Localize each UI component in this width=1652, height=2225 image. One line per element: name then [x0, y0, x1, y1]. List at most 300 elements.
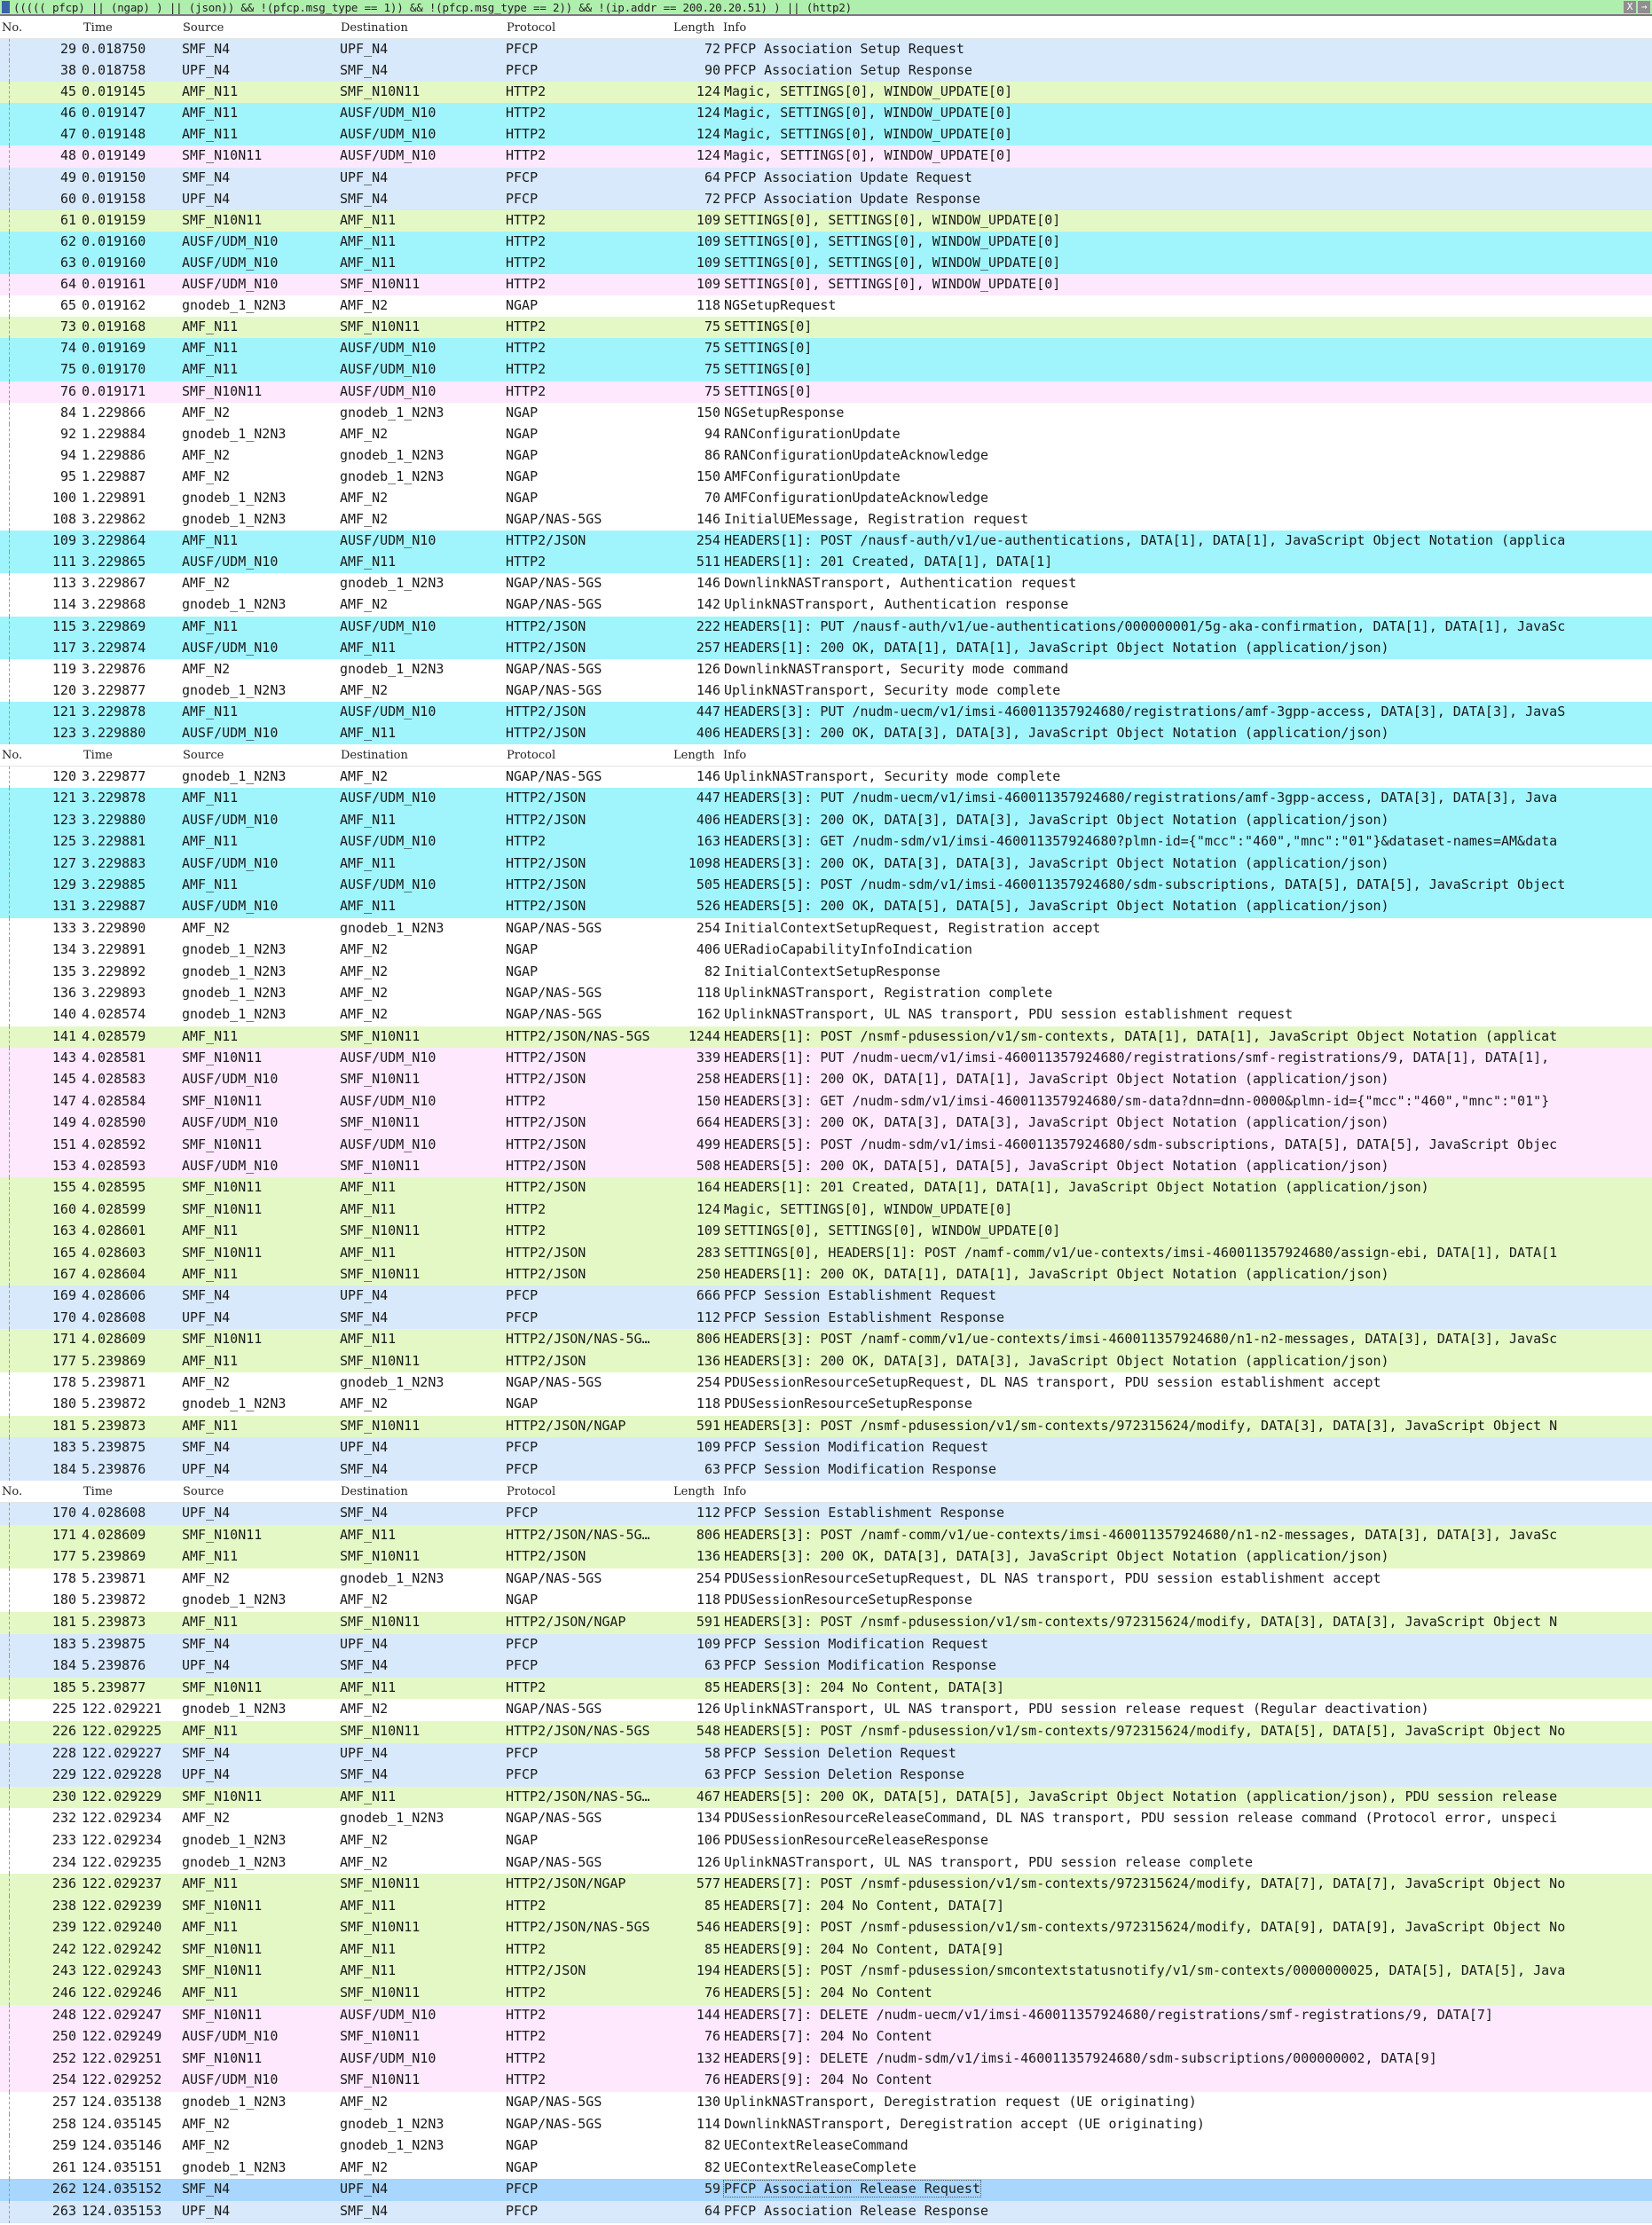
packet-row[interactable]: [0, 1372, 1652, 1394]
packet-source: AUSF/UDM_N10: [182, 254, 279, 271]
packet-info: HEADERS[1]: POST /nausf-auth/v1/ue-authentications, DATA[1], DATA[1], JavaScript Object Notation (applica: [724, 532, 1566, 549]
packet-protocol: NGAP/NAS-5GS: [506, 596, 602, 613]
packet-row[interactable]: [0, 2114, 1652, 2136]
packet-protocol: HTTP2/JSON: [506, 854, 586, 871]
packet-row[interactable]: [0, 1329, 1652, 1350]
packet-row[interactable]: [0, 274, 1652, 295]
packet-info: UplinkNASTransport, Authentication response: [724, 596, 1069, 613]
packet-row[interactable]: [0, 680, 1652, 702]
packet-row[interactable]: [0, 1961, 1652, 1983]
packet-source: AMF_N2: [182, 1810, 231, 1827]
packet-time: 4.028583: [82, 1071, 146, 1088]
packet-number: 45: [59, 83, 76, 100]
packet-row[interactable]: [0, 1569, 1652, 1591]
packet-source: AUSF/UDM_N10: [182, 1114, 279, 1131]
packet-row[interactable]: [0, 1917, 1652, 1939]
packet-protocol: HTTP2/JSON/NAS-5G…: [506, 1526, 650, 1543]
packet-destination: AUSF/UDM_N10: [340, 147, 437, 164]
packet-row[interactable]: [0, 1264, 1652, 1285]
packet-destination: SMF_N10N11: [340, 1417, 421, 1434]
packet-row[interactable]: [0, 145, 1652, 167]
packet-row[interactable]: [0, 317, 1652, 338]
packet-number: 109: [51, 532, 76, 549]
packet-number: 169: [51, 1287, 76, 1304]
packet-source: SMF_N4: [182, 1744, 231, 1761]
packet-row[interactable]: [0, 940, 1652, 961]
packet-row[interactable]: [0, 1678, 1652, 1700]
packet-row[interactable]: [0, 338, 1652, 359]
packet-info: InitialContextSetupRequest, Registration accept: [724, 919, 1101, 936]
packet-row[interactable]: [0, 2092, 1652, 2114]
packet-destination: AUSF/UDM_N10: [340, 340, 437, 357]
packet-number: 123: [51, 725, 76, 741]
packet-protocol: NGAP/NAS-5GS: [506, 984, 602, 1001]
packet-row[interactable]: [0, 103, 1652, 124]
packet-source: gnodeb_1_N2N3: [182, 681, 287, 698]
column-header-destination[interactable]: Destination: [341, 749, 408, 762]
column-header-time[interactable]: Time: [83, 1485, 113, 1498]
packet-length: 283: [696, 1244, 720, 1261]
packet-row[interactable]: [0, 810, 1652, 831]
packet-source: gnodeb_1_N2N3: [182, 2158, 287, 2175]
packet-source: SMF_N4: [182, 41, 231, 57]
packet-row[interactable]: [0, 1939, 1652, 1962]
packet-number: 233: [51, 1831, 76, 1848]
packet-row[interactable]: [0, 381, 1652, 403]
packet-destination: AMF_N11: [340, 232, 397, 249]
packet-row[interactable]: [0, 253, 1652, 274]
packet-row[interactable]: [0, 82, 1652, 103]
packet-row[interactable]: [0, 189, 1652, 210]
packet-destination: UPF_N4: [340, 1439, 389, 1456]
packet-row[interactable]: [0, 1112, 1652, 1134]
packet-row[interactable]: [0, 617, 1652, 638]
packet-time: 5.239872: [82, 1396, 146, 1412]
packet-length: 591: [696, 1613, 720, 1630]
packet-destination: AUSF/UDM_N10: [340, 1092, 437, 1109]
column-header-source[interactable]: Source: [183, 1485, 224, 1498]
packet-destination: SMF_N10N11: [340, 276, 421, 293]
packet-row[interactable]: [0, 1004, 1652, 1026]
packet-row[interactable]: [0, 875, 1652, 896]
packet-time: 1.229884: [82, 425, 146, 442]
packet-protocol: HTTP2: [506, 147, 547, 164]
packet-destination: gnodeb_1_N2N3: [340, 2137, 444, 2154]
packet-row[interactable]: [0, 488, 1652, 509]
packet-row[interactable]: [0, 2048, 1652, 2071]
packet-row[interactable]: [0, 2026, 1652, 2048]
packet-number: 119: [51, 660, 76, 677]
packet-protocol: HTTP2: [506, 1092, 547, 1109]
column-header-length[interactable]: Length: [673, 749, 715, 762]
packet-source: AMF_N11: [182, 105, 239, 122]
column-header-source[interactable]: Source: [183, 749, 224, 762]
packet-destination: SMF_N10N11: [340, 1613, 421, 1630]
packet-row-selected[interactable]: [0, 2179, 1652, 2201]
packet-info: HEADERS[3]: POST /nsmf-pdusession/v1/sm-contexts/972315624/modify, DATA[3], DATA[3], JavaScript Object N: [724, 1613, 1558, 1630]
packet-source: AMF_N11: [182, 617, 239, 634]
packet-destination: AMF_N2: [340, 489, 389, 506]
packet-time: 1.229891: [82, 489, 146, 506]
packet-info: InitialContextSetupResponse: [724, 963, 940, 979]
packet-protocol: NGAP/NAS-5GS: [506, 681, 602, 698]
column-header-no[interactable]: No.: [2, 21, 23, 35]
packet-row[interactable]: [0, 896, 1652, 917]
packet-source: AMF_N11: [182, 1223, 239, 1239]
column-header-time[interactable]: Time: [83, 21, 113, 35]
packet-destination: AMF_N2: [340, 768, 389, 784]
packet-row[interactable]: [0, 1199, 1652, 1221]
packet-row[interactable]: [0, 295, 1652, 317]
packet-row[interactable]: [0, 2070, 1652, 2092]
packet-time: 3.229862: [82, 511, 146, 528]
packet-row[interactable]: [0, 424, 1652, 445]
packet-row[interactable]: [0, 1351, 1652, 1372]
apply-filter-icon[interactable]: →: [1638, 1, 1650, 13]
packet-number: 181: [51, 1417, 76, 1434]
packet-destination: AMF_N11: [340, 1897, 397, 1914]
packet-length: 63: [704, 1460, 720, 1477]
packet-row[interactable]: [0, 723, 1652, 744]
packet-destination: AMF_N11: [340, 1331, 397, 1348]
packet-protocol: HTTP2: [506, 833, 547, 850]
packet-protocol: HTTP2: [506, 2006, 547, 2023]
packet-number: 226: [51, 1722, 76, 1739]
packet-row[interactable]: [0, 1852, 1652, 1875]
packet-info: PFCP Association Setup Response: [724, 62, 972, 79]
packet-row[interactable]: [0, 210, 1652, 232]
packet-row[interactable]: [0, 1612, 1652, 1634]
packet-source: AMF_N11: [182, 83, 239, 100]
packet-row[interactable]: [0, 60, 1652, 82]
packet-row[interactable]: [0, 1177, 1652, 1199]
packet-time: 5.239869: [82, 1352, 146, 1369]
packet-source: AMF_N2: [182, 1373, 231, 1390]
column-header-no[interactable]: No.: [2, 749, 23, 762]
packet-length: 258: [696, 1071, 720, 1088]
packet-destination: SMF_N4: [340, 2203, 389, 2219]
packet-row[interactable]: [0, 702, 1652, 723]
column-header-length[interactable]: Length: [673, 1485, 715, 1498]
packet-info: PDUSessionResourceSetupRequest, DL NAS transport, PDU session establishment accept: [724, 1373, 1381, 1390]
packet-source: AMF_N11: [182, 361, 239, 378]
packet-row[interactable]: [0, 1787, 1652, 1809]
packet-time: 5.239871: [82, 1569, 146, 1586]
packet-source: SMF_N10N11: [182, 1331, 263, 1348]
packet-row[interactable]: [0, 2201, 1652, 2223]
packet-row[interactable]: [0, 1221, 1652, 1242]
packet-number: 228: [51, 1744, 76, 1761]
packet-protocol: HTTP2/JSON: [506, 876, 586, 892]
packet-source: AMF_N11: [182, 1417, 239, 1434]
packet-destination: SMF_N4: [340, 1657, 389, 1674]
packet-time: 3.229877: [82, 768, 146, 784]
column-header-time[interactable]: Time: [83, 749, 113, 762]
packet-info: HEADERS[5]: POST /nudm-sdm/v1/imsi-460011357924680/sdm-subscriptions, DATA[5], DATA[5], JavaScript Objec: [724, 1136, 1558, 1152]
packet-row[interactable]: [0, 2158, 1652, 2180]
packet-length: 86: [704, 446, 720, 463]
packet-info: PFCP Session Deletion Request: [724, 1744, 956, 1761]
packet-length: 1098: [688, 854, 720, 871]
packet-info: HEADERS[7]: DELETE /nudm-uecm/v1/imsi-460011357924680/registrations/smf-registrations/9, DATA[7]: [724, 2006, 1493, 2023]
packet-length: 577: [696, 1875, 720, 1892]
packet-destination: AMF_N2: [340, 941, 389, 958]
packet-row[interactable]: [0, 1308, 1652, 1329]
packet-row[interactable]: [0, 445, 1652, 467]
packet-info: HEADERS[3]: 200 OK, DATA[3], DATA[3], JavaScript Object Notation (application/json): [724, 1548, 1389, 1565]
packet-destination: AUSF/UDM_N10: [340, 126, 437, 143]
packet-row[interactable]: [0, 359, 1652, 381]
packet-info: PFCP Session Modification Response: [724, 1460, 997, 1477]
packet-row[interactable]: [0, 509, 1652, 531]
packet-row[interactable]: [0, 467, 1652, 488]
column-header-info[interactable]: Info: [723, 749, 747, 762]
packet-row[interactable]: [0, 1896, 1652, 1918]
packet-row[interactable]: [0, 1503, 1652, 1525]
packet-number: 92: [59, 425, 76, 442]
packet-destination: AUSF/UDM_N10: [340, 703, 437, 719]
packet-destination: SMF_N10N11: [340, 1548, 421, 1565]
packet-destination: AUSF/UDM_N10: [340, 876, 437, 892]
packet-row[interactable]: [0, 124, 1652, 145]
packet-row[interactable]: [0, 573, 1652, 594]
packet-source: AMF_N11: [182, 1548, 239, 1565]
packet-row[interactable]: [0, 1721, 1652, 1743]
packet-number: 178: [51, 1373, 76, 1390]
packet-row[interactable]: [0, 1743, 1652, 1765]
packet-length: 124: [696, 126, 720, 143]
packet-row[interactable]: [0, 1091, 1652, 1112]
packet-info: HEADERS[1]: 200 OK, DATA[1], DATA[1], JavaScript Object Notation (application/json): [724, 639, 1389, 656]
packet-destination: AMF_N11: [340, 1679, 397, 1695]
packet-number: 125: [51, 833, 76, 850]
packet-row[interactable]: [0, 962, 1652, 983]
packet-number: 225: [51, 1701, 76, 1718]
packet-protocol: HTTP2/JSON: [506, 1352, 586, 1369]
packet-row[interactable]: [0, 638, 1652, 659]
packet-info: RANConfigurationUpdate: [724, 425, 901, 442]
packet-protocol: NGAP/NAS-5GS: [506, 511, 602, 528]
packet-number: 252: [51, 2049, 76, 2066]
packet-length: 75: [704, 340, 720, 357]
packet-length: 124: [696, 1200, 720, 1217]
packet-row[interactable]: [0, 788, 1652, 809]
clear-filter-icon[interactable]: X: [1624, 1, 1636, 13]
packet-length: 82: [704, 2158, 720, 2175]
packet-row[interactable]: [0, 1699, 1652, 1721]
packet-number: 183: [51, 1439, 76, 1456]
packet-row[interactable]: [0, 1525, 1652, 1547]
packet-row[interactable]: [0, 1285, 1652, 1307]
packet-row[interactable]: [0, 659, 1652, 680]
packet-row[interactable]: [0, 1983, 1652, 2005]
packet-destination: SMF_N4: [340, 1505, 389, 1521]
packet-row[interactable]: [0, 1808, 1652, 1830]
packet-time: 1.229886: [82, 446, 146, 463]
packet-time: 0.019159: [82, 211, 146, 228]
packet-destination: AMF_N11: [340, 1244, 397, 1261]
packet-source: SMF_N10N11: [182, 147, 263, 164]
packet-source: AMF_N11: [182, 1352, 239, 1369]
packet-source: AMF_N2: [182, 2137, 231, 2154]
packet-protocol: HTTP2/JSON: [506, 532, 586, 549]
packet-row[interactable]: [0, 552, 1652, 573]
column-header-info[interactable]: Info: [723, 21, 747, 35]
packet-protocol: PFCP: [506, 2181, 539, 2197]
packet-time: 0.019160: [82, 254, 146, 271]
packet-row[interactable]: [0, 1416, 1652, 1437]
packet-length: 164: [696, 1179, 720, 1196]
packet-info: UEContextReleaseCommand: [724, 2137, 909, 2154]
packet-row[interactable]: [0, 1069, 1652, 1090]
packet-destination: AMF_N2: [340, 1831, 389, 1848]
packet-number: 180: [51, 1592, 76, 1608]
column-header-protocol[interactable]: Protocol: [507, 21, 556, 35]
packet-list-section-2: [0, 745, 1652, 1481]
packet-protocol: PFCP: [506, 1287, 539, 1304]
column-header-length[interactable]: Length: [673, 21, 715, 35]
packet-protocol: NGAP: [506, 1592, 539, 1608]
packet-protocol: PFCP: [506, 1309, 539, 1325]
packet-length: 64: [704, 2203, 720, 2219]
packet-destination: AUSF/UDM_N10: [340, 532, 437, 549]
packet-info: SETTINGS[0], SETTINGS[0], WINDOW_UPDATE[0]: [724, 276, 1061, 293]
packet-protocol: HTTP2/JSON/NAS-5GS: [506, 1027, 650, 1044]
packet-source: UPF_N4: [182, 1766, 231, 1783]
packet-protocol: HTTP2: [506, 1940, 547, 1957]
column-header-no[interactable]: No.: [2, 1485, 23, 1498]
packet-row[interactable]: [0, 1655, 1652, 1678]
packet-row[interactable]: [0, 1459, 1652, 1481]
packet-row[interactable]: [0, 594, 1652, 616]
packet-row[interactable]: [0, 39, 1652, 60]
packet-protocol: PFCP: [506, 1744, 539, 1761]
packet-protocol: HTTP2/JSON/NGAP: [506, 1417, 626, 1434]
packet-source: AUSF/UDM_N10: [182, 898, 279, 915]
packet-source: UPF_N4: [182, 1657, 231, 1674]
packet-protocol: PFCP: [506, 1657, 539, 1674]
packet-row[interactable]: [0, 853, 1652, 875]
packet-length: 339: [696, 1050, 720, 1066]
packet-destination: AUSF/UDM_N10: [340, 617, 437, 634]
packet-row[interactable]: [0, 983, 1652, 1004]
packet-time: 3.229865: [82, 554, 146, 570]
display-filter-input[interactable]: ((((( pfcp) || (ngap) ) || (json)) && !(pfcp.msg_type == 1)) && !(pfcp.msg_type == 2)) && !(ip.addr == 200.20.20.51) ) || (http2): [13, 0, 853, 14]
packet-row[interactable]: [0, 403, 1652, 424]
packet-destination: AMF_N2: [340, 681, 389, 698]
packet-destination: AMF_N11: [340, 639, 397, 656]
column-header-source[interactable]: Source: [183, 21, 224, 35]
packet-number: 121: [51, 790, 76, 806]
packet-time: 122.029246: [82, 1985, 162, 2001]
packet-info: PFCP Association Update Response: [724, 190, 980, 207]
packet-time: 3.229874: [82, 639, 146, 656]
packet-number: 63: [59, 254, 76, 271]
packet-row[interactable]: [0, 1874, 1652, 1896]
packet-destination: AMF_N2: [340, 425, 389, 442]
packet-source: AMF_N11: [182, 703, 239, 719]
packet-row[interactable]: [0, 1243, 1652, 1264]
packet-length: 132: [696, 2049, 720, 2066]
packet-number: 171: [51, 1526, 76, 1543]
packet-row[interactable]: [0, 1830, 1652, 1852]
packet-row[interactable]: [0, 767, 1652, 788]
packet-number: 248: [51, 2006, 76, 2023]
packet-number: 95: [59, 468, 76, 484]
packet-number: 258: [51, 2115, 76, 2132]
packet-row[interactable]: [0, 2135, 1652, 2158]
packet-destination: SMF_N10N11: [340, 1223, 421, 1239]
packet-length: 58: [704, 1744, 720, 1761]
packet-number: 153: [51, 1158, 76, 1175]
packet-destination: gnodeb_1_N2N3: [340, 1810, 444, 1827]
packet-number: 94: [59, 446, 76, 463]
packet-length: 150: [696, 468, 720, 484]
packet-row[interactable]: [0, 531, 1652, 552]
packet-row[interactable]: [0, 1048, 1652, 1069]
column-header-protocol[interactable]: Protocol: [507, 749, 556, 762]
packet-time: 5.239875: [82, 1439, 146, 1456]
packet-number: 60: [59, 190, 76, 207]
packet-destination: AUSF/UDM_N10: [340, 833, 437, 850]
packet-destination: SMF_N4: [340, 190, 389, 207]
packet-row[interactable]: [0, 1590, 1652, 1612]
packet-destination: gnodeb_1_N2N3: [340, 1569, 444, 1586]
packet-destination: SMF_N4: [340, 62, 389, 79]
packet-number: 230: [51, 1788, 76, 1804]
packet-source: AUSF/UDM_N10: [182, 232, 279, 249]
packet-destination: AMF_N2: [340, 2158, 389, 2175]
packet-info: PDUSessionResourceSetupRequest, DL NAS transport, PDU session establishment accept: [724, 1569, 1381, 1586]
column-header-destination[interactable]: Destination: [341, 1485, 408, 1498]
packet-destination: AMF_N11: [340, 854, 397, 871]
bookmark-icon[interactable]: [2, 1, 10, 13]
packet-destination: UPF_N4: [340, 1635, 389, 1652]
packet-source: gnodeb_1_N2N3: [182, 963, 287, 979]
column-header-destination[interactable]: Destination: [341, 21, 408, 35]
packet-row[interactable]: [0, 831, 1652, 853]
packet-row[interactable]: [0, 1546, 1652, 1569]
packet-row[interactable]: [0, 1765, 1652, 1787]
packet-row[interactable]: [0, 1026, 1652, 1048]
packet-info: HEADERS[9]: 204 No Content, DATA[9]: [724, 1940, 1005, 1957]
packet-time: 0.019160: [82, 232, 146, 249]
packet-row[interactable]: [0, 1437, 1652, 1458]
packet-row[interactable]: [0, 1394, 1652, 1415]
packet-number: 242: [51, 1940, 76, 1957]
packet-row[interactable]: [0, 2005, 1652, 2027]
packet-info: Magic, SETTINGS[0], WINDOW_UPDATE[0]: [724, 147, 1013, 164]
packet-info: HEADERS[3]: 200 OK, DATA[3], DATA[3], JavaScript Object Notation (application/json): [724, 1114, 1389, 1131]
packet-row[interactable]: [0, 232, 1652, 253]
packet-length: 126: [696, 660, 720, 677]
packet-number: 46: [59, 105, 76, 122]
column-header-info[interactable]: Info: [723, 1485, 747, 1498]
packet-row[interactable]: [0, 168, 1652, 189]
packet-row[interactable]: [0, 1156, 1652, 1177]
packet-length: 90: [704, 62, 720, 79]
packet-row[interactable]: [0, 918, 1652, 940]
packet-time: 0.019149: [82, 147, 146, 164]
packet-row[interactable]: [0, 1634, 1652, 1656]
packet-row[interactable]: [0, 1135, 1652, 1156]
packet-info: SETTINGS[0], SETTINGS[0], WINDOW_UPDATE[0]: [724, 232, 1061, 249]
column-header-protocol[interactable]: Protocol: [507, 1485, 556, 1498]
display-filter-bar[interactable]: [0, 0, 1652, 16]
packet-protocol: NGAP: [506, 941, 539, 958]
packet-time: 3.229878: [82, 703, 146, 719]
packet-info: PFCP Association Setup Request: [724, 41, 964, 57]
